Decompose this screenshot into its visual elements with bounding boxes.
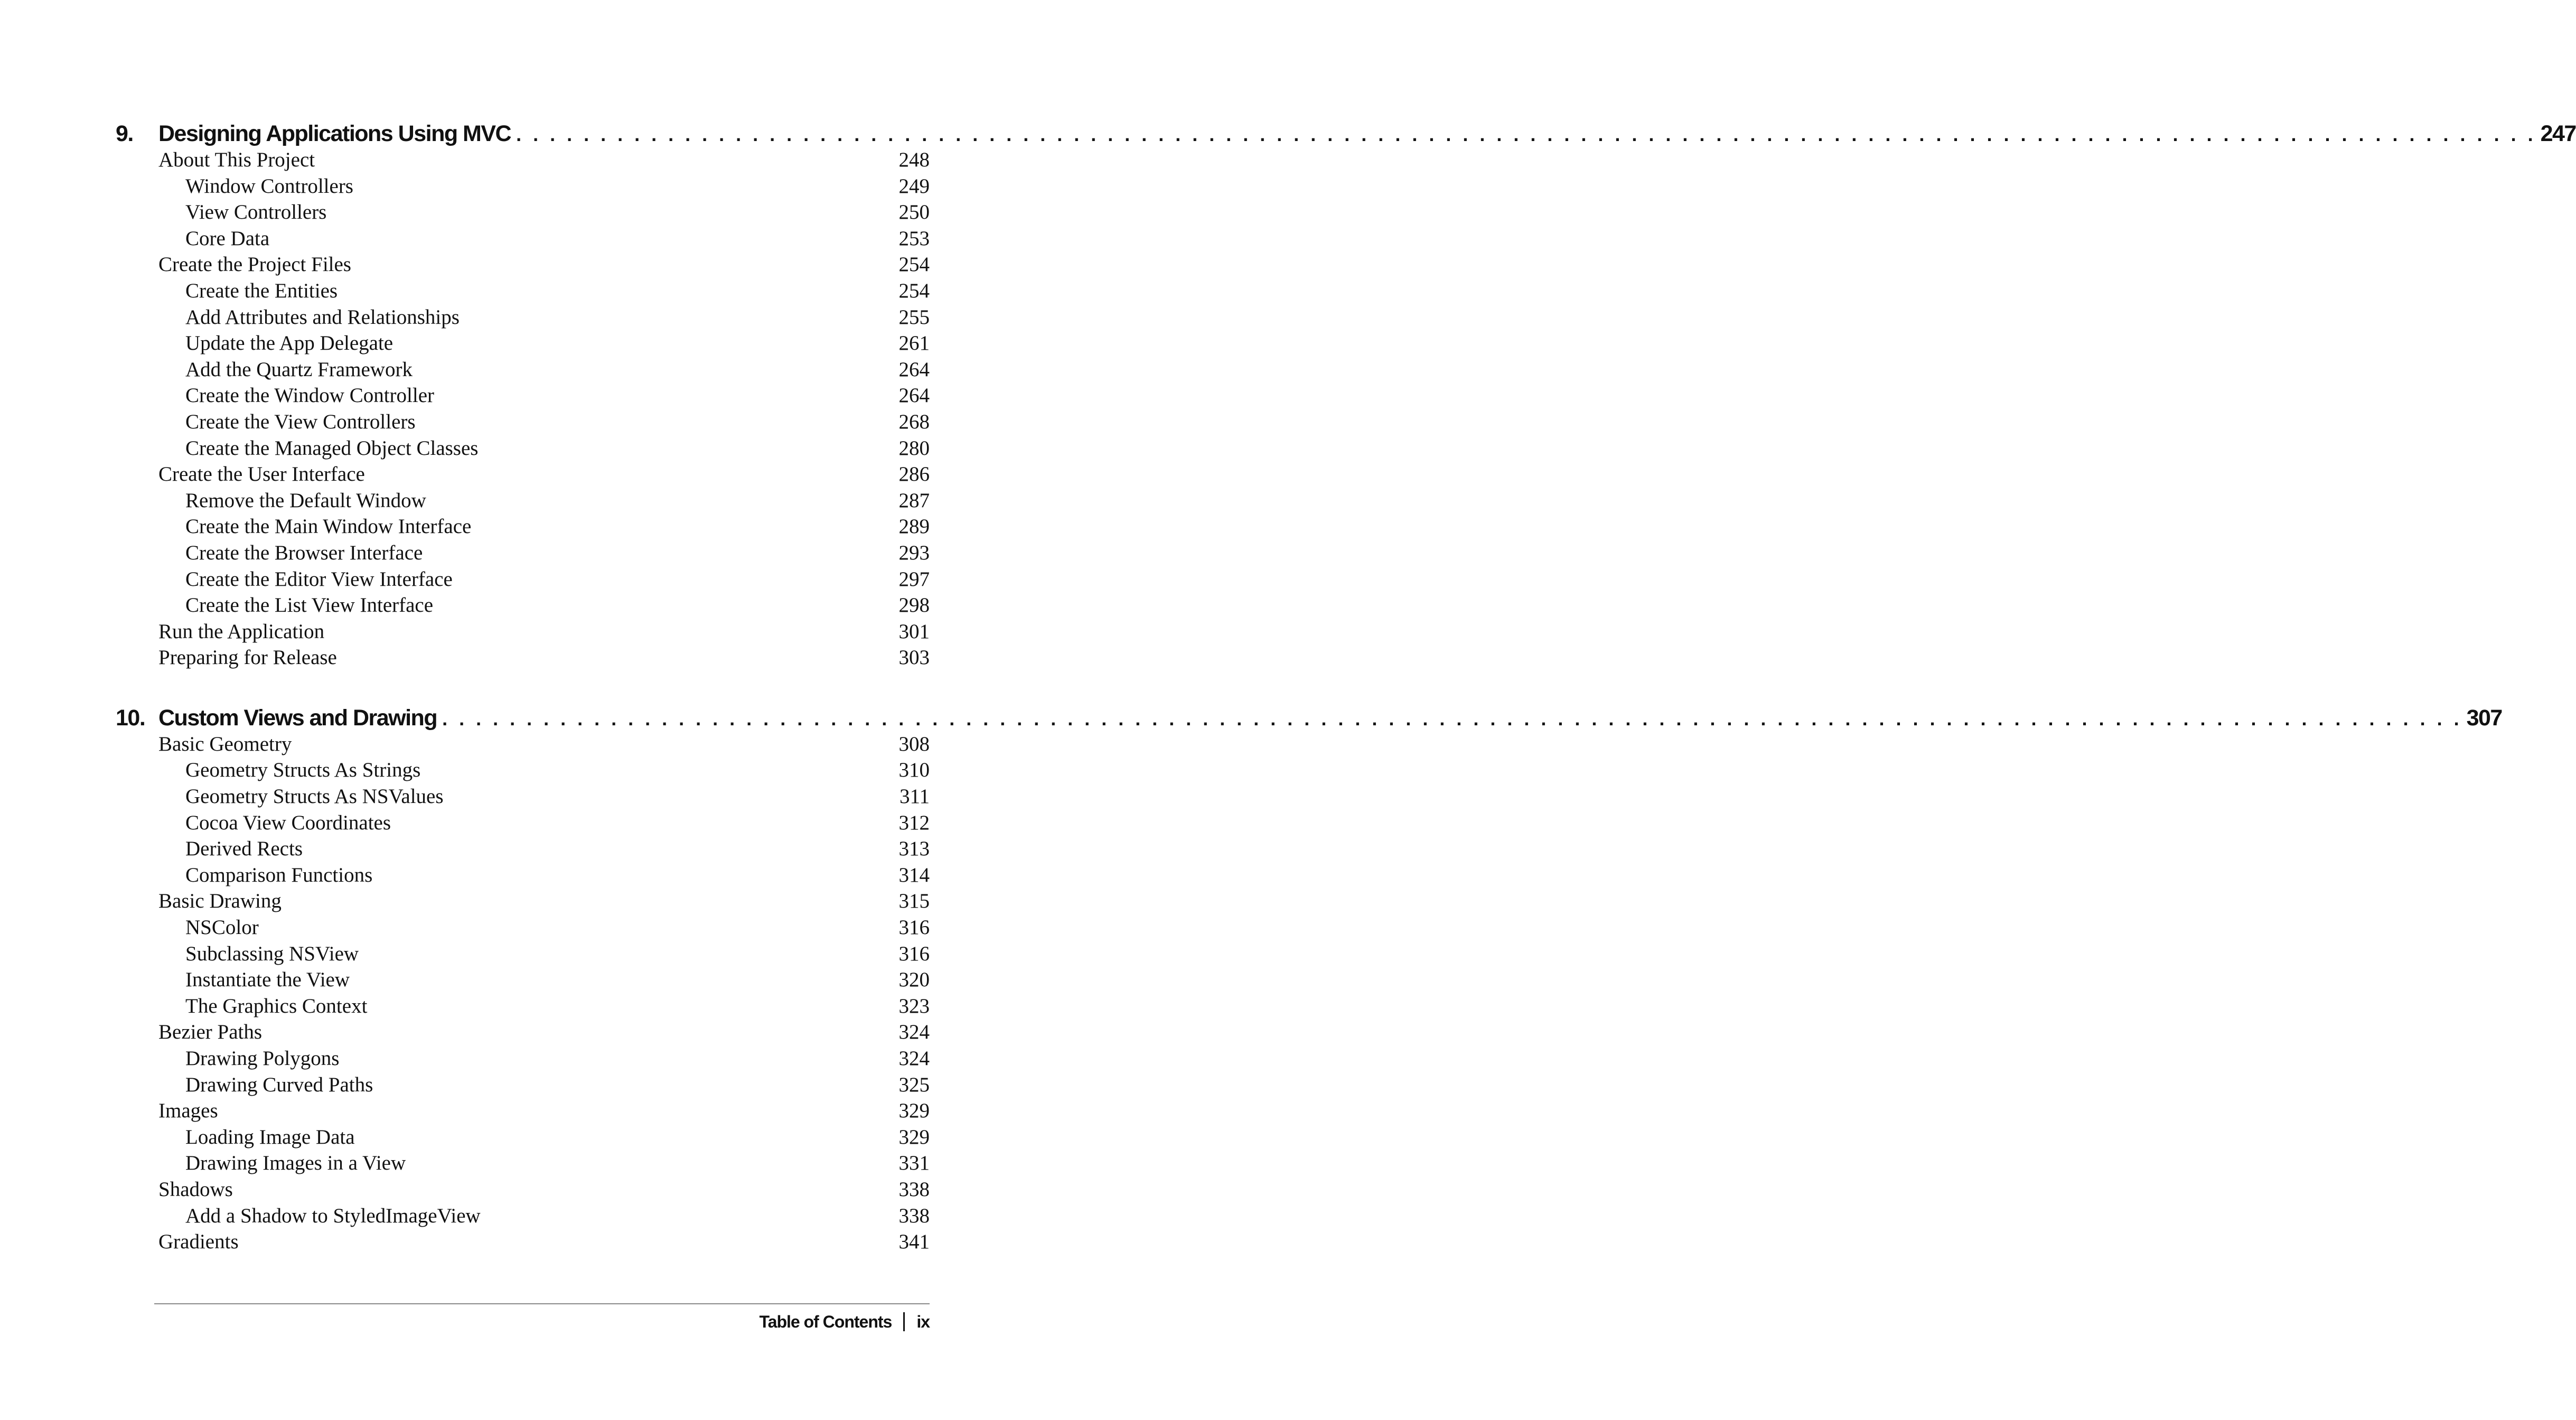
toc-subsection-entry[interactable] <box>158 304 930 331</box>
entry-page-number: 323 <box>898 994 930 1017</box>
entry-title: Add Attributes and Relationships <box>185 305 460 329</box>
entry-title: Core Data <box>185 227 270 250</box>
entry-page-number: 250 <box>898 201 930 224</box>
entry-title: Run the Application <box>158 620 325 643</box>
entry-page-number: 325 <box>898 1073 930 1096</box>
entry-title: Geometry Structs As Strings <box>185 759 421 782</box>
entry-title: Create the Editor View Interface <box>185 567 453 591</box>
entry-page-number: 264 <box>898 384 930 407</box>
toc-subsection-entry[interactable] <box>158 173 930 200</box>
chapter-number: 10. <box>116 705 145 731</box>
entry-page-number: 255 <box>898 305 930 329</box>
entry-title: Drawing Images in a View <box>185 1152 406 1175</box>
entry-title: Create the Browser Interface <box>185 541 423 564</box>
entry-page-number: 324 <box>898 1047 930 1070</box>
toc-subsection-entry[interactable] <box>158 862 930 889</box>
toc-subsection-entry[interactable] <box>158 941 930 967</box>
entry-page-number: 298 <box>898 594 930 617</box>
dot-leader: . . . . . . . . . . . . . . . . . . . . . . . . . . . . . . . . . . . . . . . . . . . . . . . . . . . . . . . . . . . . . . . . . . . . . . . . . . . . . . . . . . . . . . . . . . . . . . . . . . . . . . . . . . . . . . . . . . . . . . . . <box>516 124 2536 145</box>
entry-title: Create the Entities <box>185 279 338 302</box>
toc-section-entry[interactable] <box>158 461 930 488</box>
footer-section-label: Table of Contents <box>759 1312 892 1331</box>
toc-subsection-entry[interactable] <box>158 199 930 226</box>
chapter-title: Custom Views and Drawing <box>158 705 437 731</box>
toc-section-entry[interactable] <box>158 1176 930 1203</box>
entry-title: Create the Project Files <box>158 253 351 276</box>
entry-title: Create the Window Controller <box>185 384 435 407</box>
entry-title: Preparing for Release <box>158 646 337 669</box>
toc-section-entry[interactable] <box>158 619 930 645</box>
entry-title: Create the Main Window Interface <box>185 515 472 538</box>
toc-subsection-entry[interactable] <box>158 1072 930 1098</box>
entry-title: About This Project <box>158 148 315 171</box>
entry-page-number: 254 <box>898 253 930 276</box>
page-footer <box>759 1308 930 1335</box>
footer-page-number: ix <box>916 1312 930 1331</box>
entry-page-number: 253 <box>898 227 930 250</box>
toc-section-entry[interactable] <box>158 1098 930 1124</box>
entry-title: Create the List View Interface <box>185 594 434 617</box>
entry-page-number: 316 <box>898 942 930 965</box>
entry-title: Create the Managed Object Classes <box>185 436 479 460</box>
toc-subsection-entry[interactable] <box>158 278 930 304</box>
entry-page-number: 341 <box>898 1230 930 1254</box>
entry-page-number: 268 <box>898 410 930 433</box>
entry-title: Derived Rects <box>185 837 303 861</box>
toc-subsection-entry[interactable] <box>158 357 930 383</box>
toc-subsection-entry[interactable] <box>158 409 930 435</box>
toc-subsection-entry[interactable] <box>158 836 930 862</box>
entry-title: NSColor <box>185 916 259 939</box>
entry-page-number: 331 <box>898 1152 930 1175</box>
dot-leader: . . . . . . . . . . . . . . . . . . . . . . . . . . . . . . . . . . . . . . . . . . . . . . . . . . . . . . . . . . . . . . . . . . . . . . . . . . . . . . . . . . . . . . . . . . . . . . . . . . . . . . . . . . . . . . . . . . . . . . . . <box>442 707 2462 730</box>
toc-subsection-entry[interactable] <box>158 226 930 252</box>
entry-title: Drawing Curved Paths <box>185 1073 373 1096</box>
chapter-page-number: 247 <box>2540 121 2576 146</box>
entry-title: Shadows <box>158 1178 233 1201</box>
entry-page-number: 324 <box>898 1021 930 1044</box>
entry-title: Cocoa View Coordinates <box>185 811 391 834</box>
toc-section-entry[interactable] <box>158 644 930 671</box>
entry-title: The Graphics Context <box>185 994 368 1017</box>
entry-page-number: 254 <box>898 279 930 302</box>
toc-subsection-entry[interactable] <box>158 540 930 566</box>
entry-page-number: 329 <box>898 1125 930 1148</box>
toc-subsection-entry[interactable] <box>158 967 930 993</box>
entry-page-number: 248 <box>898 148 930 171</box>
toc-subsection-entry[interactable] <box>158 382 930 409</box>
entry-title: Drawing Polygons <box>185 1047 340 1070</box>
entry-title: Instantiate the View <box>185 968 350 992</box>
entry-page-number: 313 <box>898 837 930 861</box>
entry-title: Geometry Structs As NSValues <box>185 785 444 808</box>
entry-title: Create the View Controllers <box>185 410 416 433</box>
entry-title: Remove the Default Window <box>185 489 426 512</box>
entry-page-number: 320 <box>898 968 930 992</box>
entry-page-number: 315 <box>898 890 930 913</box>
table-of-contents <box>116 117 2576 1255</box>
footer-separator <box>903 1312 905 1331</box>
toc-section-entry[interactable] <box>158 1019 930 1045</box>
entry-page-number: 280 <box>898 436 930 460</box>
entry-page-number: 301 <box>898 620 930 643</box>
toc-subsection-entry[interactable] <box>158 435 930 462</box>
entry-page-number: 308 <box>898 732 930 755</box>
toc-subsection-entry[interactable] <box>158 810 930 836</box>
entry-page-number: 249 <box>898 174 930 198</box>
entry-title: Images <box>158 1099 218 1123</box>
toc-subsection-entry[interactable] <box>158 1124 930 1151</box>
entry-page-number: 311 <box>899 785 930 808</box>
entry-page-number: 329 <box>898 1099 930 1123</box>
toc-section-entry[interactable] <box>158 888 930 914</box>
chapter-spacer <box>158 671 930 702</box>
toc-subsection-entry[interactable] <box>158 1203 930 1229</box>
entry-page-number: 338 <box>898 1204 930 1227</box>
entry-page-number: 316 <box>898 916 930 939</box>
toc-subsection-entry[interactable] <box>158 513 930 540</box>
toc-section-entry[interactable] <box>158 251 930 278</box>
entry-title: Comparison Functions <box>185 863 373 886</box>
entry-title: Window Controllers <box>185 174 353 198</box>
toc-section-entry[interactable] <box>158 1229 930 1255</box>
toc-subsection-entry[interactable] <box>158 330 930 357</box>
toc-subsection-entry[interactable] <box>158 914 930 941</box>
entry-page-number: 303 <box>898 646 930 669</box>
chapter-heading[interactable] <box>116 702 2502 734</box>
toc-subsection-entry[interactable] <box>158 757 930 783</box>
toc-subsection-entry[interactable] <box>158 1150 930 1176</box>
toc-subsection-entry[interactable] <box>158 592 930 619</box>
entry-title: Add the Quartz Framework <box>185 358 413 381</box>
entry-page-number: 264 <box>898 358 930 381</box>
entry-title: Create the User Interface <box>158 463 365 486</box>
entry-title: Update the App Delegate <box>185 332 394 355</box>
entry-title: Bezier Paths <box>158 1021 263 1044</box>
chapter-page-number: 307 <box>2466 705 2502 731</box>
chapter-title: Designing Applications Using MVC <box>158 121 511 146</box>
chapter-heading[interactable] <box>116 117 2576 150</box>
entry-page-number: 286 <box>898 463 930 486</box>
entry-page-number: 310 <box>898 759 930 782</box>
entry-title: Basic Geometry <box>158 732 292 755</box>
entry-title: View Controllers <box>185 201 327 224</box>
entry-page-number: 338 <box>898 1178 930 1201</box>
chapter-number: 9. <box>116 121 133 146</box>
entry-page-number: 287 <box>898 489 930 512</box>
entry-page-number: 312 <box>898 811 930 834</box>
entry-title: Gradients <box>158 1230 239 1254</box>
entry-page-number: 289 <box>898 515 930 538</box>
toc-subsection-entry[interactable] <box>158 993 930 1020</box>
entry-page-number: 297 <box>898 567 930 591</box>
entry-page-number: 314 <box>898 863 930 886</box>
toc-subsection-entry[interactable] <box>158 488 930 514</box>
footer-divider <box>154 1303 930 1304</box>
entry-title: Loading Image Data <box>185 1125 355 1148</box>
entry-title: Add a Shadow to StyledImageView <box>185 1204 481 1227</box>
toc-subsection-entry[interactable] <box>158 1045 930 1072</box>
entry-title: Basic Drawing <box>158 890 282 913</box>
entry-title: Subclassing NSView <box>185 942 359 965</box>
toc-subsection-entry[interactable] <box>158 566 930 593</box>
entry-page-number: 293 <box>898 541 930 564</box>
entry-page-number: 261 <box>898 332 930 355</box>
toc-subsection-entry[interactable] <box>158 783 930 810</box>
